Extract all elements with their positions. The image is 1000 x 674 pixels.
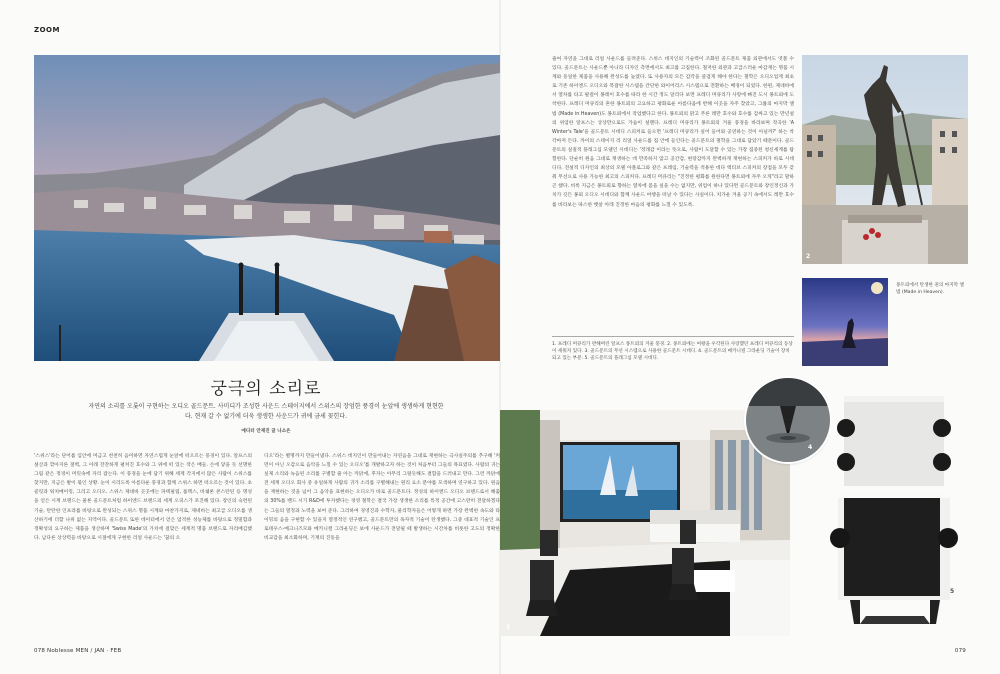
body-column-left-2: 디오'라는 별명까지 만들어냈다. 스위스 데지인이 만들어내는 자연음을 그대로 재현하는 극사실주의를 추구해 '커먼이 아닌 오감으로 음악을 느낄 수 있는 오디오'를 개발하고자 하는 것이 처음부터 그들의 목표였다. 사람의 귀는 실제 소리와 녹음된 소리를 구별할 줄 아는 까닭에, 후자는 아무리 그럴듯해도 결함을 드러내고 만다. 그런 까닭에 전 세계 오디오 회사 중 유일하게 사람의 귀가 소리를 구별해내는 원리 요소 분야를 모색하며 연구하고 있다. 원음을 재현하는 것을 넘어 그 음악을 표현하는 오디오가 바로 골드문트다. 정성의 하이엔드 오디오 브랜드로서 해출의 30%를 밴드 시기 R&D에 투자했다는 경영 철학은 결국 가장 생생한 소리를 특정 공간에 고스란히 전달하겠다는 그들의 열정과 노력을 보여 준다. 그리하여 경영진과 수학자, 물리학자들은 어떻게 하면 가장 완벽한 속도와 타이밍의 음을 구현할 수 있을지 열정적인 연구했고, 골드문트만의 독자적 기술이 탄생했다. 그중 대표적 기술인 프로테우스-메크니즈모와 메카니컬 그라운딩은 보에 사운드가 전달될 때 발생하는 시간차를 비롯한 고도의 정확한 비교감을 최소화하며, 기계의 진동을 <box>264 454 500 541</box>
goldmund-speaker-photo <box>830 388 970 636</box>
mechanical-grounding-detail-photo <box>746 378 830 462</box>
headline: 궁극의 소리로 <box>210 379 322 399</box>
byline: 에디터 안재진 글 나소은 <box>241 429 291 434</box>
body-column-right: 줄여 자연을 그대로 리얼 사운드를 들려준다. 스위스 데지인의 기술력이 조화된 골드문트 제품 외관에서도 엿볼 수 있다. 골드문트는 사운드뿐 아니라 디자인 측면에서도 최고를 고집한다. 철저한 외관과 고급스러운 마감재는 명품 시계와 동일한 제품을 사용해 완성도를 높였다. 또 사용자의 모든 감각을 즐겁게 해야 한다는 철학은 오디오업계 최초로 기존 하이엔드 오디오와 복잡한 시스템을 간단한 와이어리스 시스템으로 전환하는 배경이 되었다. 한편, 제네바에서 열차를 타고 팔걸이 몽레이 호수를 따라 한 시간 정도 달리다 보면 프레디 머큐리가 사랑에 빠진 도시 몽트뢰에 도착한다. 프레디 머큐리의 흔한 몽트뢰의 고요하고 평화로운 아름다움에 반해 이곳을 자주 찾았고, 그룹의 마지막 앨범 (Made in Heaven)도 몽트뢰에서 작업했다고 한다. 몽트뢰의 맑고 푸른 레만 호수와 호수를 감싸고 있는 만년설의 위엄한 알프스는 상상만으로도 가슴이 설렌다. 프레디 머큐리가 몽트뢰의 겨울 풍경을 바라보며 작곡한 'A Winter's Tale'을 골드문트 시데디 스피커로 들으면 '프레디 머큐리가 실어 들어와 공연하는 것이 아닐까?' 하는 착각마저 든다. 까이의 스테이지 리 리얼 사운드를 집 안에 들인다는 골드문트의 철학을 그대로 담았기 때문이다. 골드문트의 실질적 플래그십 모델인 시데디는 '정래감 이라는 뜻으로, 사람이 도달할 수 있는 가장 집중된 청신세계를 탐험한다. 단순히 원음 그대로 재생하는 데 만족하지 않고 공간감, 현장감까지 완벽하게 재현하는 스피커가 바로 시데디다. 전설적 디자인의 최상의 모델 아폴로그와 같은 프레임, 기술력을 적용한 데다 액티브 스피커의 장점을 모두 갖춰 무선으로 사용 가능한 최고의 스피커다. 프레디 머큐리는 "진정한 평화를 원한다면 몽트뢰에 자주 오게"라고 말하곤 했다. 비록 지금은 몽트뢰로 향하는 열차에 몸을 실을 수는 없지만, 위엄이 하나 있다면 골드문트와 장인정신과 가치가 깃든 몽뢰 오디오 시데디와 함께 사운드 여행을 떠날 수 있다는 사실이다. 치가운 겨울 공기 속에서도 레만 호수를 바라보는 따스한 햇살 아래 진정한 마음의 평화를 느낄 수 있도록. <box>552 57 794 208</box>
montreux-lake-photo <box>34 55 500 361</box>
photo-number-2: 2 <box>806 253 811 260</box>
folio-left: 078 Noblesse MEN / JAN · FEB <box>34 648 122 654</box>
living-room-speaker-photo <box>500 410 790 636</box>
photo-number-5: 5 <box>950 588 955 595</box>
photo-number-4: 4 <box>808 444 813 451</box>
body-column-left-1: '스위스'라는 단어를 입안에 머금고 천천히 음미하면 자연스럽게 눈앞에 떠오르는 풍경이 있다. 알프스의 설산과 깎아지른 절벽, 그 아래 잔잔하게 펼쳐진 호수와 그 위에 떠 있는 작은 배들. 손에 닿을 듯 선명한 그림 같은 정경이 머릿속에 자리 잡는다. 이 풍경을 눈에 담기 위해 세계 각지에서 많은 사람이 스위스를 찾지만, 지금은 발이 묶인 상황. 눈이 시리도록 아름다운 풍경과 함께 스위스 하면 떠오르는 것이 있다. 초콜릿과 워치메이킹, 그리고 오디오. 스위스 제네바 곳곳에는 파텍필립, 롤렉스, 바쉐론 콘스탄틴 등 명성을 얻은 시계 브랜드는 물론 골드문트처럼 하이엔드 브랜드의 세계 오피스가 포진해 있다. 장인의 숙련된 기술, 탄탄한 인프라를 바탕으로 완성되는 스위스 명품 시계와 마찬가지로, 제네바는 최고급 오디오를 생산하기에 더할 나위 없는 지역이다. 골드문트 또한 데이터에서 얻은 엄격한 성능제를 바탕으로 정밀함과 정확성의 요구하는 제품을 생산하며 'Swiss Made'의 가치에 걸맞은 세계적 명품 브랜드로 자리매김했다. 남다른 상상력을 바탕으로 시절에게 구현한 리얼 사운드는 '꿈의 오 <box>34 454 252 541</box>
album-caption: 몽트뢰에서 탄생한 퀸의 마지막 앨범 (Made in Heaven). <box>896 283 964 295</box>
photo-number-3: 3 <box>506 624 511 631</box>
freddie-mercury-statue-photo <box>802 55 968 264</box>
photo-captions: 1. 프레디 머큐리가 반해버린 알프스 몽트뢰의 겨울 풍경. 2. 몽트뢰에는 여왕을 우각된다 사랑했던 프레디 머큐리의 동상이 세워져 있다. 3. 골드문트의 무선 시스템으로 사용한 골드문트 시데디. 4. 골드문트의 메카니컬 그라운딩 기술이 장치되고 있는 부분. 5. 골드문트의 플래그십 모델 시데디. <box>552 336 794 363</box>
folio-right: 079 <box>954 648 966 654</box>
section-label: ZOOM <box>34 26 60 34</box>
made-in-heaven-album-cover <box>802 278 888 366</box>
lead-paragraph: 자연의 소리를 오롯이 구현하는 오디오 골드문트. 사미디가 조성한 사운드 스테이지에서 스위스의 장엄한 풍경이 눈앞에 생생하게 현현한다. 현재 갈 수 없기에 더욱 생생한 사운드가 귀에 금세 꽂힌다. <box>88 403 444 420</box>
